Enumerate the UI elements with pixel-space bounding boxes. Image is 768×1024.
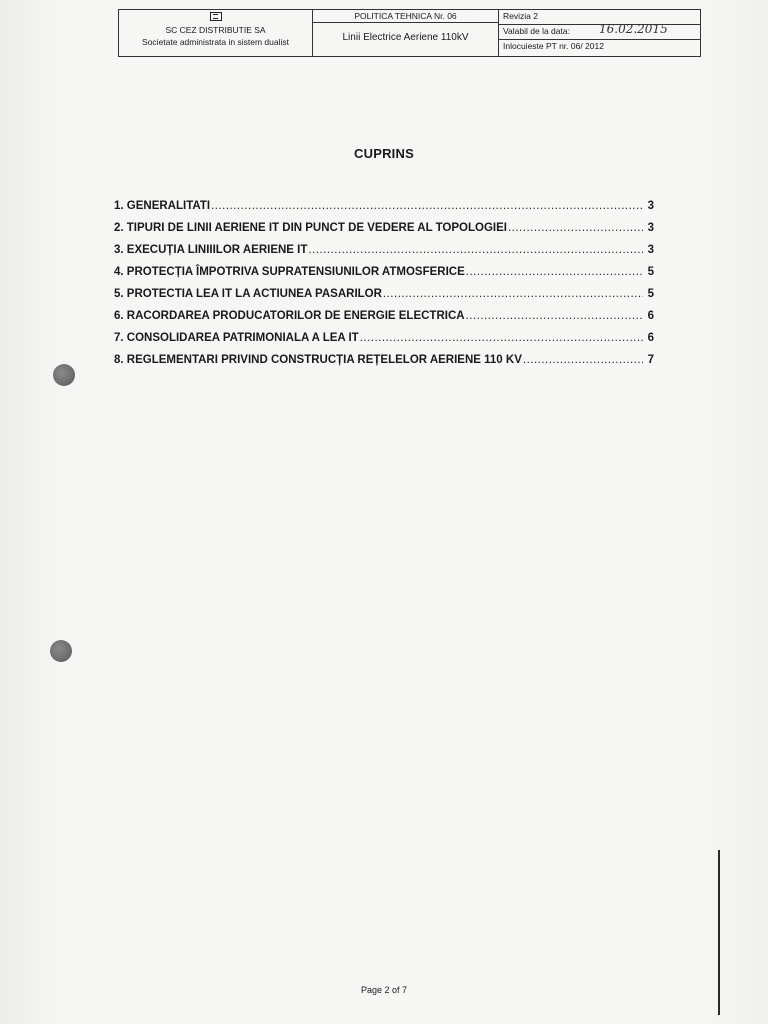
revision: Revizia 2	[499, 10, 700, 25]
toc-entry-label: 8. REGLEMENTARI PRIVIND CONSTRUCȚIA REȚELELOR AERIENE 110 KV	[114, 354, 522, 366]
document-title: Linii Electrice Aeriene 110kV	[342, 32, 469, 43]
toc-entry-label: 1. GENERALITATI	[114, 200, 211, 212]
toc-entry	[114, 322, 654, 344]
toc-leader-dots	[523, 354, 643, 366]
header-revision-cell	[499, 10, 700, 56]
policy-number: POLITICA TEHNICA Nr. 06	[313, 10, 498, 23]
header-title-cell	[313, 10, 499, 56]
toc-entry-page: 5	[647, 266, 654, 278]
toc-leader-dots	[508, 222, 643, 234]
toc-entry	[114, 256, 654, 278]
toc-entry	[114, 300, 654, 322]
page-title: CUPRINS	[354, 146, 414, 161]
table-of-contents	[114, 190, 654, 366]
toc-entry-label: 3. EXECUȚIA LINIIILOR AERIENE IT	[114, 244, 308, 256]
toc-entry-page: 6	[647, 310, 654, 322]
valid-from-row	[499, 22, 700, 40]
toc-entry-page: 6	[647, 332, 654, 344]
company-logo-icon	[210, 12, 222, 21]
punch-hole-bottom	[50, 640, 72, 662]
toc-entry	[114, 344, 654, 366]
toc-leader-dots	[383, 288, 643, 300]
toc-entry-page: 3	[647, 244, 654, 256]
toc-entry-label: 4. PROTECȚIA ÎMPOTRIVA SUPRATENSIUNILOR ATMOSFERICE	[114, 266, 465, 278]
replaces-document: Inlocuieste PT nr. 06/ 2012	[503, 41, 604, 51]
toc-entry-page: 7	[647, 354, 654, 366]
toc-leader-dots	[466, 310, 643, 322]
toc-entry	[114, 234, 654, 256]
toc-entry-page: 3	[647, 200, 654, 212]
toc-entry-label: 7. CONSOLIDAREA PATRIMONIALA A LEA IT	[114, 332, 359, 344]
header-company-cell	[119, 10, 313, 56]
toc-entry-label: 5. PROTECTIA LEA IT LA ACTIUNEA PASARILOR	[114, 288, 382, 300]
toc-leader-dots	[308, 244, 643, 256]
toc-leader-dots	[360, 332, 643, 344]
toc-leader-dots	[466, 266, 643, 278]
company-name: SC CEZ DISTRIBUTIE SA	[165, 25, 266, 35]
document-header-table	[118, 9, 701, 57]
toc-entry-page: 3	[647, 222, 654, 234]
toc-entry	[114, 190, 654, 212]
punch-hole-top	[53, 364, 75, 386]
toc-entry-label: 2. TIPURI DE LINII AERIENE IT DIN PUNCT DE VEDERE AL TOPOLOGIEI	[114, 222, 507, 234]
toc-entry-page: 5	[647, 288, 654, 300]
toc-leader-dots	[211, 200, 643, 212]
toc-entry-label: 6. RACORDAREA PRODUCATORILOR DE ENERGIE ELECTRICA	[114, 310, 465, 322]
valid-from-label: Valabil de la data:	[503, 26, 570, 36]
company-subtitle: Societate administrata in sistem dualist	[142, 37, 289, 47]
page-footer: Page 2 of 7	[360, 985, 408, 995]
valid-from-handwritten-date: 16.02.2015	[599, 22, 668, 36]
toc-entry	[114, 278, 654, 300]
toc-entry	[114, 212, 654, 234]
